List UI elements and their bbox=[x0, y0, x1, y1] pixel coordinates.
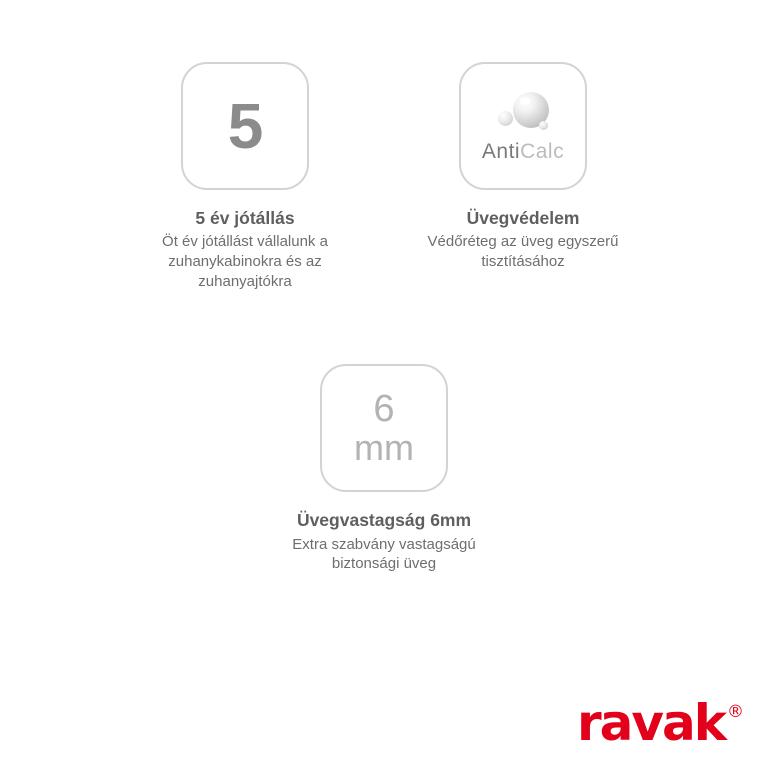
number-5-badge-icon bbox=[181, 62, 309, 190]
feature-row-top bbox=[0, 0, 768, 292]
feature-title: Üvegvédelem bbox=[466, 208, 580, 228]
thickness-graphic bbox=[354, 388, 414, 469]
feature-glass-thickness bbox=[269, 364, 499, 574]
anticalc-water-bubbles-icon bbox=[459, 62, 587, 190]
anticalc-label-calc: Calc bbox=[520, 140, 565, 163]
feature-row-bottom bbox=[0, 292, 768, 574]
thickness-unit: mm bbox=[354, 427, 414, 469]
ravak-logo bbox=[577, 694, 744, 752]
feature-description: Extra szabvány vastagságú biztonsági üveg bbox=[292, 535, 476, 573]
anticalc-label-anti: Anti bbox=[481, 140, 521, 163]
warranty-years-value: 5 bbox=[227, 90, 263, 162]
water-bubbles-group-icon bbox=[473, 88, 573, 138]
bubble-medium-icon bbox=[498, 111, 513, 126]
logo-wordmark: ravak bbox=[577, 694, 725, 752]
glass-thickness-6mm-icon bbox=[320, 364, 448, 492]
feature-description: Védőréteg az üveg egyszerű tisztításához bbox=[427, 233, 619, 271]
bubble-small-icon bbox=[539, 121, 548, 130]
thickness-value: 6 bbox=[373, 388, 395, 431]
feature-description: Öt év jótállást vállalunk a zuhanykabinokra és az zuhanyajtókra bbox=[162, 233, 328, 291]
feature-warranty bbox=[140, 62, 350, 292]
feature-title: 5 év jótállás bbox=[195, 208, 295, 228]
registered-trademark-icon: ® bbox=[727, 702, 744, 722]
anticalc-wordmark bbox=[482, 140, 564, 164]
feature-glass-protection bbox=[418, 62, 628, 292]
feature-title: Üvegvastagság 6mm bbox=[296, 510, 472, 531]
anticalc-graphic bbox=[461, 64, 585, 188]
